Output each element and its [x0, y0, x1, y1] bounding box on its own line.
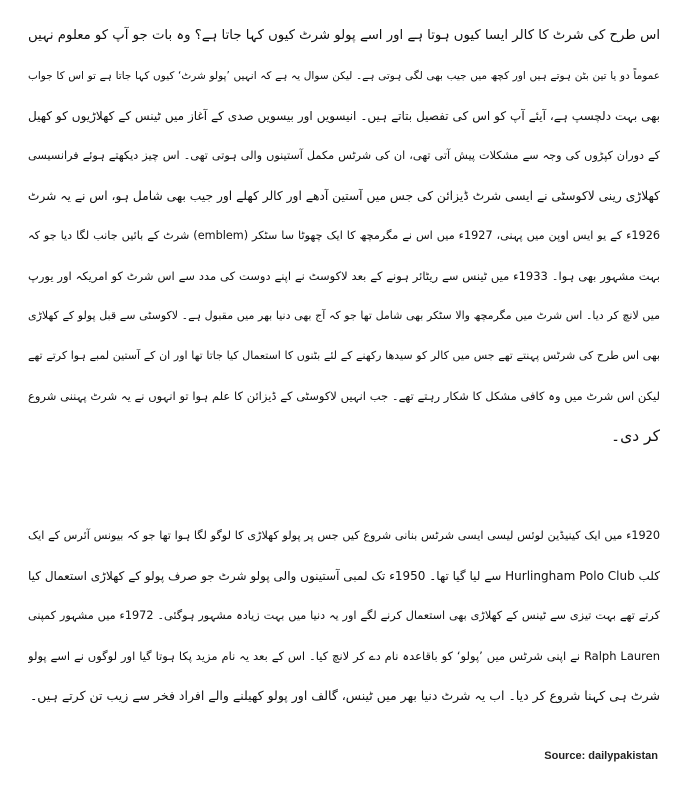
paragraph-line: کر دی۔	[611, 427, 660, 445]
paragraph-line: شرٹ ہی کہنا شروع کر دیا۔ اب یہ شرٹ دنیا بھر میں ٹینس، گالف اور پولو کھیلنے والے افراد فخر سے زیب تن کرتے ہیں۔	[29, 688, 660, 703]
paragraph-line: 1920ء میں ایک کینیڈین لوئس لیسی ایسی شرٹس بنانی شروع کیں جس پر پولو کھلاڑی کا لوگو لگا ہوا تھا جو کہ بیونس آئرس کے ایک	[28, 529, 660, 542]
article-paragraph-2	[28, 516, 660, 716]
paragraph-line: بھی بہت دلچسپ ہے، آیئے آپ کو اس کی تفصیل بتاتے ہیں۔ انیسویں اور بیسویں صدی کے آغاز میں ٹینس کے کھلاڑیوں کو کھیل	[28, 109, 660, 123]
paragraph-line: بھی اس طرح کی شرٹس پہنتے تھے جس میں کالر کو سیدھا رکھنے کے لئے بٹنوں کا استعمال کیا جاتا تھا اور ان کے آستین لمبے ہوا کرتے تھے	[28, 349, 660, 362]
paragraph-line: 1926ء کے یو ایس اوپن میں پہنی، 1927ء میں اس نے مگرمچھ کا ایک چھوٹا سا سٹکر (emblem) شرٹ کے بائیں جانب لگا دیا جو کہ	[28, 229, 660, 242]
paragraph-line: کے دوران کپڑوں کی وجہ سے مشکلات پیش آتی تھی، ان کی شرٹس مکمل آستینوں والی ہوتی تھی۔ اس چیز دیکھتے ہوئے فرانسیسی	[28, 149, 660, 162]
paragraph-line: بہت مشہور بھی ہوا۔ 1933ء میں ٹینس سے ریٹائر ہونے کے بعد لاکوسٹ نے اپنے دوست کی مدد سے اس شرٹ کو امریکہ اور یورپ	[28, 269, 660, 283]
paragraph-line: اس طرح کی شرٹ کا کالر ایسا کیوں ہوتا ہے اور اسے پولو شرٹ کیوں کہا جاتا ہے؟ وہ بات جو آپ کو معلوم نہیں	[28, 28, 660, 43]
source-credit: Source: dailypakistan	[544, 750, 658, 762]
article-paragraph-1	[28, 16, 660, 456]
paragraph-line: Ralph Lauren نے اپنی شرٹس میں ’پولو‘ کو باقاعدہ نام دے کر لانچ کیا۔ اس کے بعد یہ نام مزید پکا ہوتا گیا اور لوگوں نے اسے پولو	[28, 649, 660, 663]
paragraph-line: کھلاڑی رینی لاکوسٹی نے ایسی شرٹ ڈیزائن کی جس میں آستین آدھے اور کالر کھلے اور جیب بھی شامل ہو، اس نے یہ شرٹ	[28, 189, 660, 203]
paragraph-line: عموماً دو یا تین بٹن ہوتے ہیں اور کچھ میں جیب بھی لگی ہوتی ہے۔ لیکن سوال یہ ہے کہ انہیں ’پولو شرٹ‘ کیوں کہا جاتا ہے تو اس کا جواب	[28, 70, 660, 82]
article-page	[28, 16, 660, 776]
paragraph-line: میں لانچ کر دیا۔ اس شرٹ میں مگرمچھ والا سٹکر بھی شامل تھا جو کہ آج بھی دنیا بھر میں مقبول ہے۔ لاکوسٹی سے قبل پولو کے کھلاڑی	[28, 309, 660, 322]
paragraph-line: کرتے تھے بہت تیزی سے ٹینس کے کھلاڑی بھی استعمال کرنے لگے اور یہ دنیا میں بہت زیادہ مشہور ہوگئی۔ 1972ء میں مشہور کمپنی	[28, 609, 660, 622]
paragraph-line: کلب Hurlingham Polo Club سے لیا گیا تھا۔ 1950ء تک لمبی آستینوں والی پولو شرٹ جو صرف پولو کے کھلاڑی استعمال کیا	[28, 569, 660, 583]
paragraph-line: لیکن اس شرٹ میں وہ کافی مشکل کا شکار رہتے تھے۔ جب انہیں لاکوسٹی کے ڈیزائن کا علم ہوا تو انہوں نے یہ شرٹ پہننی شروع	[28, 389, 660, 403]
